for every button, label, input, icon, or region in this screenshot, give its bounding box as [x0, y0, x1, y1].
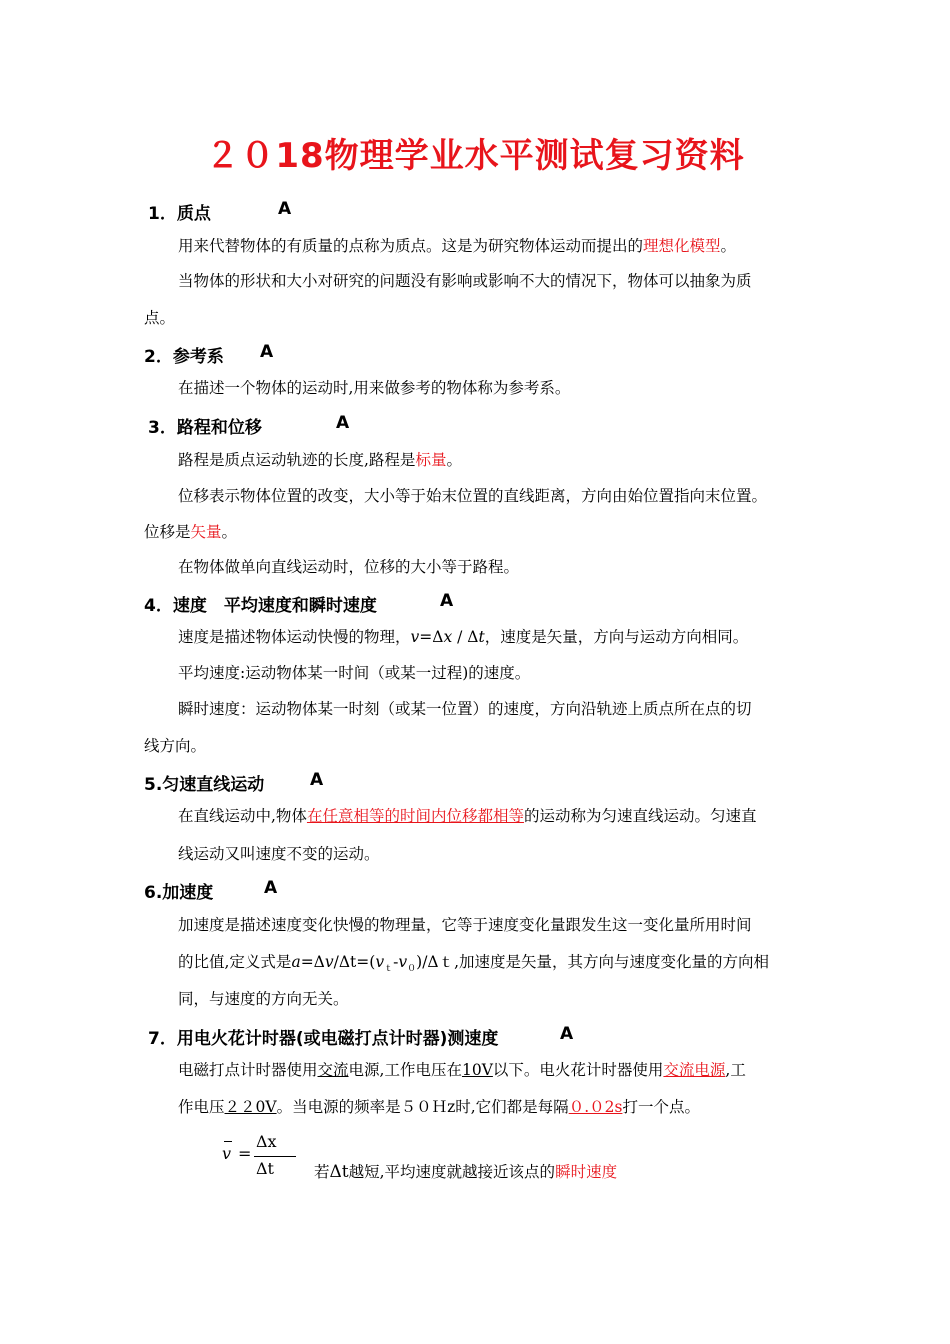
key-term: 在任意相等的时间内位移都相等	[306, 807, 524, 825]
paragraph: 速度是描述物体运动快慢的物理，v=Δx / Δt，速度是矢量，方向与运动方向相同。	[178, 628, 749, 646]
key-term: 理想化模型	[643, 237, 721, 255]
paragraph: 在直线运动中,物体在任意相等的时间内位移都相等的运动称为匀速直线运动。匀速直	[178, 807, 757, 825]
paragraph: 位移是矢量。	[144, 523, 238, 541]
key-term: 标量	[415, 451, 447, 469]
key-term: ０.０2s	[568, 1098, 623, 1116]
paragraph: 若Δt越短,平均速度就越接近该点的瞬时速度	[314, 1162, 618, 1182]
section-heading-3: 3．路程和位移 A	[148, 413, 350, 438]
paragraph: 同，与速度的方向无关。	[178, 990, 349, 1008]
paragraph: 线方向。	[144, 737, 207, 755]
paragraph: 加速度是描述速度变化快慢的物理量，它等于速度变化量跟发生这一变化量所用时间	[178, 916, 752, 934]
document-title: ２０18物理学业水平测试复习资料	[205, 136, 745, 176]
fraction-bar	[254, 1156, 296, 1157]
section-heading-4: 4．速度 平均速度和瞬时速度 A	[144, 591, 454, 616]
section-heading-1: 1．质点 A	[148, 199, 292, 224]
paragraph: 瞬时速度：运动物体某一时刻（或某一位置）的速度，方向沿轨迹上质点所在点的切	[178, 700, 752, 718]
paragraph: 在描述一个物体的运动时,用来做参考的物体称为参考系。	[178, 379, 571, 397]
section-heading-6: 6.加速度 A	[144, 878, 278, 903]
key-term: 矢量	[190, 523, 222, 541]
paragraph: 作电压２２0V。当电源的频率是５０Ｈz时,它们都是每隔０.０2s打一个点。	[178, 1098, 700, 1116]
key-term: 瞬时速度	[555, 1163, 618, 1181]
paragraph: 用来代替物体的有质量的点称为质点。这是为研究物体运动而提出的理想化模型。	[178, 237, 737, 255]
key-term: 交流	[317, 1061, 349, 1079]
key-term: ２２0V	[224, 1098, 277, 1116]
paragraph: 位移表示物体位置的改变，大小等于始末位置的直线距离，方向由始位置指向末位置。	[178, 487, 768, 505]
paragraph: 的比值,定义式是$a=\Delta v/\Delta t=(v_t-v_0)/\Delta t$,加速度是矢量，其方向与速度变化量的方向相	[178, 953, 770, 975]
paragraph: 在物体做单向直线运动时，位移的大小等于路程。	[178, 558, 520, 576]
paragraph: 路程是质点运动轨迹的长度,路程是标量。	[178, 451, 462, 469]
paragraph: 电磁打点计时器使用交流电源,工作电压在10V以下。电火花计时器使用交流电源,工	[178, 1061, 746, 1079]
key-term: 交流电源	[663, 1061, 726, 1079]
section-heading-5: 5.匀速直线运动 A	[144, 770, 324, 795]
section-heading-2: 2．参考系 A	[144, 342, 274, 367]
paragraph: 点。	[144, 309, 176, 327]
paragraph: 平均速度:运动物体某一时间（或某一过程)的速度。	[178, 664, 531, 682]
paragraph: 当物体的形状和大小对研究的问题没有影响或影响不大的情况下，物体可以抽象为质	[178, 272, 752, 290]
section-heading-7: 7．用电火花计时器(或电磁打点计时器)测速度 A	[148, 1024, 574, 1049]
average-velocity-formula: v = Δx Δt	[222, 1132, 292, 1180]
paragraph: 线运动又叫速度不变的运动。	[178, 845, 380, 863]
key-term: 10V	[461, 1061, 493, 1079]
